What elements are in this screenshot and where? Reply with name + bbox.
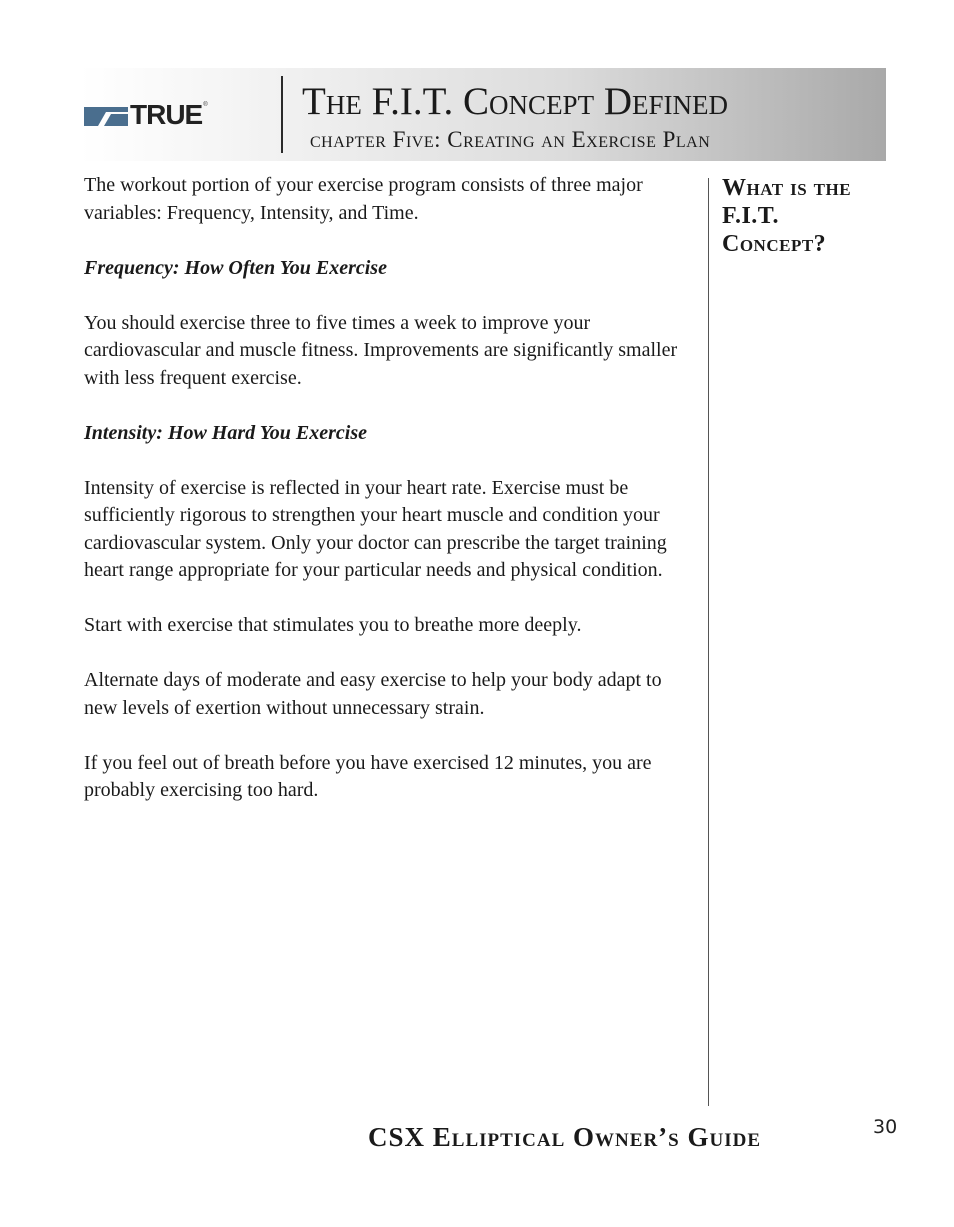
intensity-heading: Intensity: How Hard You Exercise xyxy=(84,421,367,444)
intro-paragraph: The workout portion of your exercise program consists of three major variables: Frequency, Intensity, and Time. xyxy=(84,174,643,224)
footer-guide-title: CSX Elliptical Owner’s Guide xyxy=(368,1122,761,1152)
true-logo-mark-icon xyxy=(84,104,128,126)
sidebar-title: What is the F.I.T. Concept? xyxy=(722,175,852,257)
frequency-paragraph: You should exercise three to five times a week to improve your cardiovascular and muscle fitness. Improvements are significantly smaller with less frequent exercise. xyxy=(84,311,678,389)
chapter-subtitle: chapter Five: Creating an Exercise Plan xyxy=(310,127,711,152)
page-title: The F.I.T. Concept Defined xyxy=(302,80,728,123)
page-number: 30 xyxy=(873,1116,898,1138)
header-divider xyxy=(281,76,283,153)
breathing-paragraph: Start with exercise that stimulates you to breathe more deeply. xyxy=(84,614,582,636)
alternate-days-paragraph: Alternate days of moderate and easy exercise to help your body adapt to new levels of exertion without unnecessary strain. xyxy=(84,669,662,719)
logo-wordmark: TRUE xyxy=(130,99,203,130)
main-body xyxy=(84,172,696,832)
intensity-paragraph: Intensity of exercise is reflected in your heart rate. Exercise must be sufficiently rigorous to strengthen your heart muscle and condition your cardiovascular system. Only your doctor can prescribe the target training heart range appropriate for your particular needs and physical condition. xyxy=(84,476,667,581)
registered-mark: ® xyxy=(203,102,208,108)
out-of-breath-paragraph: If you feel out of breath before you have exercised 12 minutes, you are probably exercising too hard. xyxy=(84,751,652,801)
frequency-heading: Frequency: How Often You Exercise xyxy=(84,256,387,279)
sidebar-divider xyxy=(708,178,709,1106)
true-logo xyxy=(84,99,254,130)
